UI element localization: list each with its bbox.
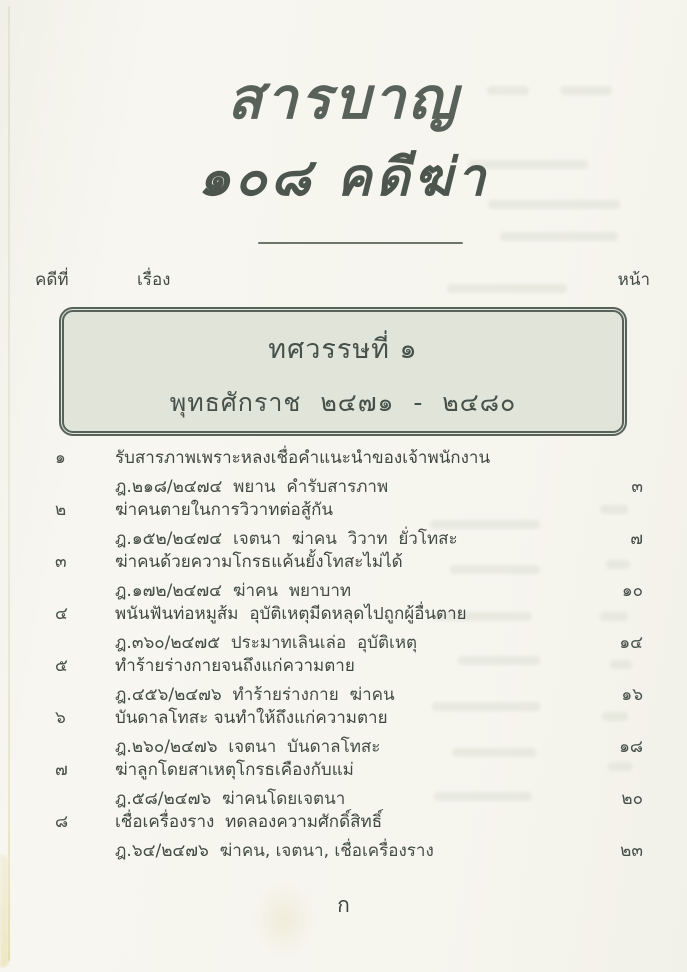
entry-page-number: ๑๖	[621, 685, 643, 705]
entry-page-number: ๓	[631, 477, 643, 497]
column-header-subject: เรื่อง	[137, 270, 171, 290]
bleed-through-mark	[447, 284, 567, 293]
toc-entry	[0, 496, 687, 548]
toc-entry	[0, 704, 687, 756]
book-title-block	[0, 62, 687, 214]
column-header-case-no: คดีที่	[35, 270, 69, 290]
entry-citation: ฎ.๓๖๐/๒๔๗๕ ประมาทเลินเล่อ อุบัติเหตุ	[115, 633, 418, 653]
entry-citation: ฎ.๕๘/๒๔๗๖ ฆ่าคนโดยเจตนา	[115, 789, 346, 809]
entry-page-number: ๑๘	[619, 737, 643, 757]
entry-case-number: ๖	[55, 708, 66, 728]
entry-citation: ฎ.๔๕๖/๒๔๗๖ ทำร้ายร่างกาย ฆ่าคน	[115, 685, 395, 705]
entry-case-number: ๓	[55, 552, 67, 572]
entry-case-number: ๒	[55, 500, 67, 520]
toc-entry	[0, 444, 687, 496]
entry-case-number: ๘	[55, 812, 69, 832]
entry-citation: ฎ.๒๖๐/๒๔๗๖ เจตนา บันดาลโทสะ	[115, 737, 381, 757]
entry-page-number: ๗	[630, 529, 643, 549]
footer-page-label: ก	[337, 893, 350, 917]
entry-subject: เชื่อเครื่องราง ทดลองความศักดิ์สิทธิ์	[115, 812, 383, 832]
entry-citation: ฎ.๑๕๒/๒๔๗๔ เจตนา ฆ่าคน วิวาท ยั่วโทสะ	[115, 529, 458, 549]
entry-citation: ฎ.๖๔/๒๔๗๖ ฆ่าคน, เจตนา, เชื่อเครื่องราง	[115, 841, 434, 861]
toc-title: สารบาญ	[227, 65, 460, 132]
entry-subject: ทำร้ายร่างกายจนถึงแก่ความตาย	[115, 656, 355, 676]
entry-subject: บันดาลโทสะ จนทำให้ถึงแก่ความตาย	[115, 708, 388, 728]
title-divider-rule	[258, 242, 463, 244]
entry-subject: รับสารภาพเพราะหลงเชื่อคำแนะนำของเจ้าพนักงาน	[115, 448, 491, 468]
toc-entry	[0, 652, 687, 704]
entry-page-number: ๒๐	[621, 789, 643, 809]
entry-case-number: ๗	[55, 760, 68, 780]
column-header-page: หน้า	[617, 270, 650, 290]
entry-page-number: ๑๐	[621, 581, 643, 601]
decade-title: ทศวรรษที่ ๑	[268, 334, 418, 365]
entry-case-number: ๔	[55, 604, 68, 624]
entry-page-number: ๑๔	[619, 633, 643, 653]
entry-citation: ฎ.๒๑๘/๒๔๗๔ พยาน คำรับสารภาพ	[115, 477, 389, 497]
toc-entry	[0, 600, 687, 652]
entry-case-number: ๑	[55, 448, 66, 468]
entry-subject: ฆ่าลูกโดยสาเหตุโกรธเคืองกับแม่	[115, 760, 354, 780]
entry-subject: ฆ่าคนตายในการวิวาทต่อสู้กัน	[115, 500, 333, 520]
entry-page-number: ๒๓	[620, 841, 643, 861]
entry-subject: ฆ่าคนด้วยความโกรธแค้นยั้งโทสะไม่ได้	[115, 552, 403, 572]
toc-entry	[0, 756, 687, 808]
decade-year-range: พุทธศักราช ๒๔๗๑ - ๒๔๘๐	[169, 388, 517, 417]
toc-entries	[0, 444, 687, 860]
bleed-through-mark	[500, 232, 618, 241]
decade-section-box	[59, 307, 627, 436]
toc-entry	[0, 808, 687, 860]
toc-entry	[0, 548, 687, 600]
book-title: ๑๐๘ คดีฆ่า	[197, 147, 490, 208]
entry-case-number: ๕	[55, 656, 68, 676]
entry-subject: พนันฟันท่อหมูส้ม อุบัติเหตุมีดหลุดไปถูกผู้อื่นตาย	[115, 604, 467, 624]
entry-citation: ฎ.๑๗๒/๒๔๗๔ ฆ่าคน พยาบาท	[115, 581, 352, 601]
